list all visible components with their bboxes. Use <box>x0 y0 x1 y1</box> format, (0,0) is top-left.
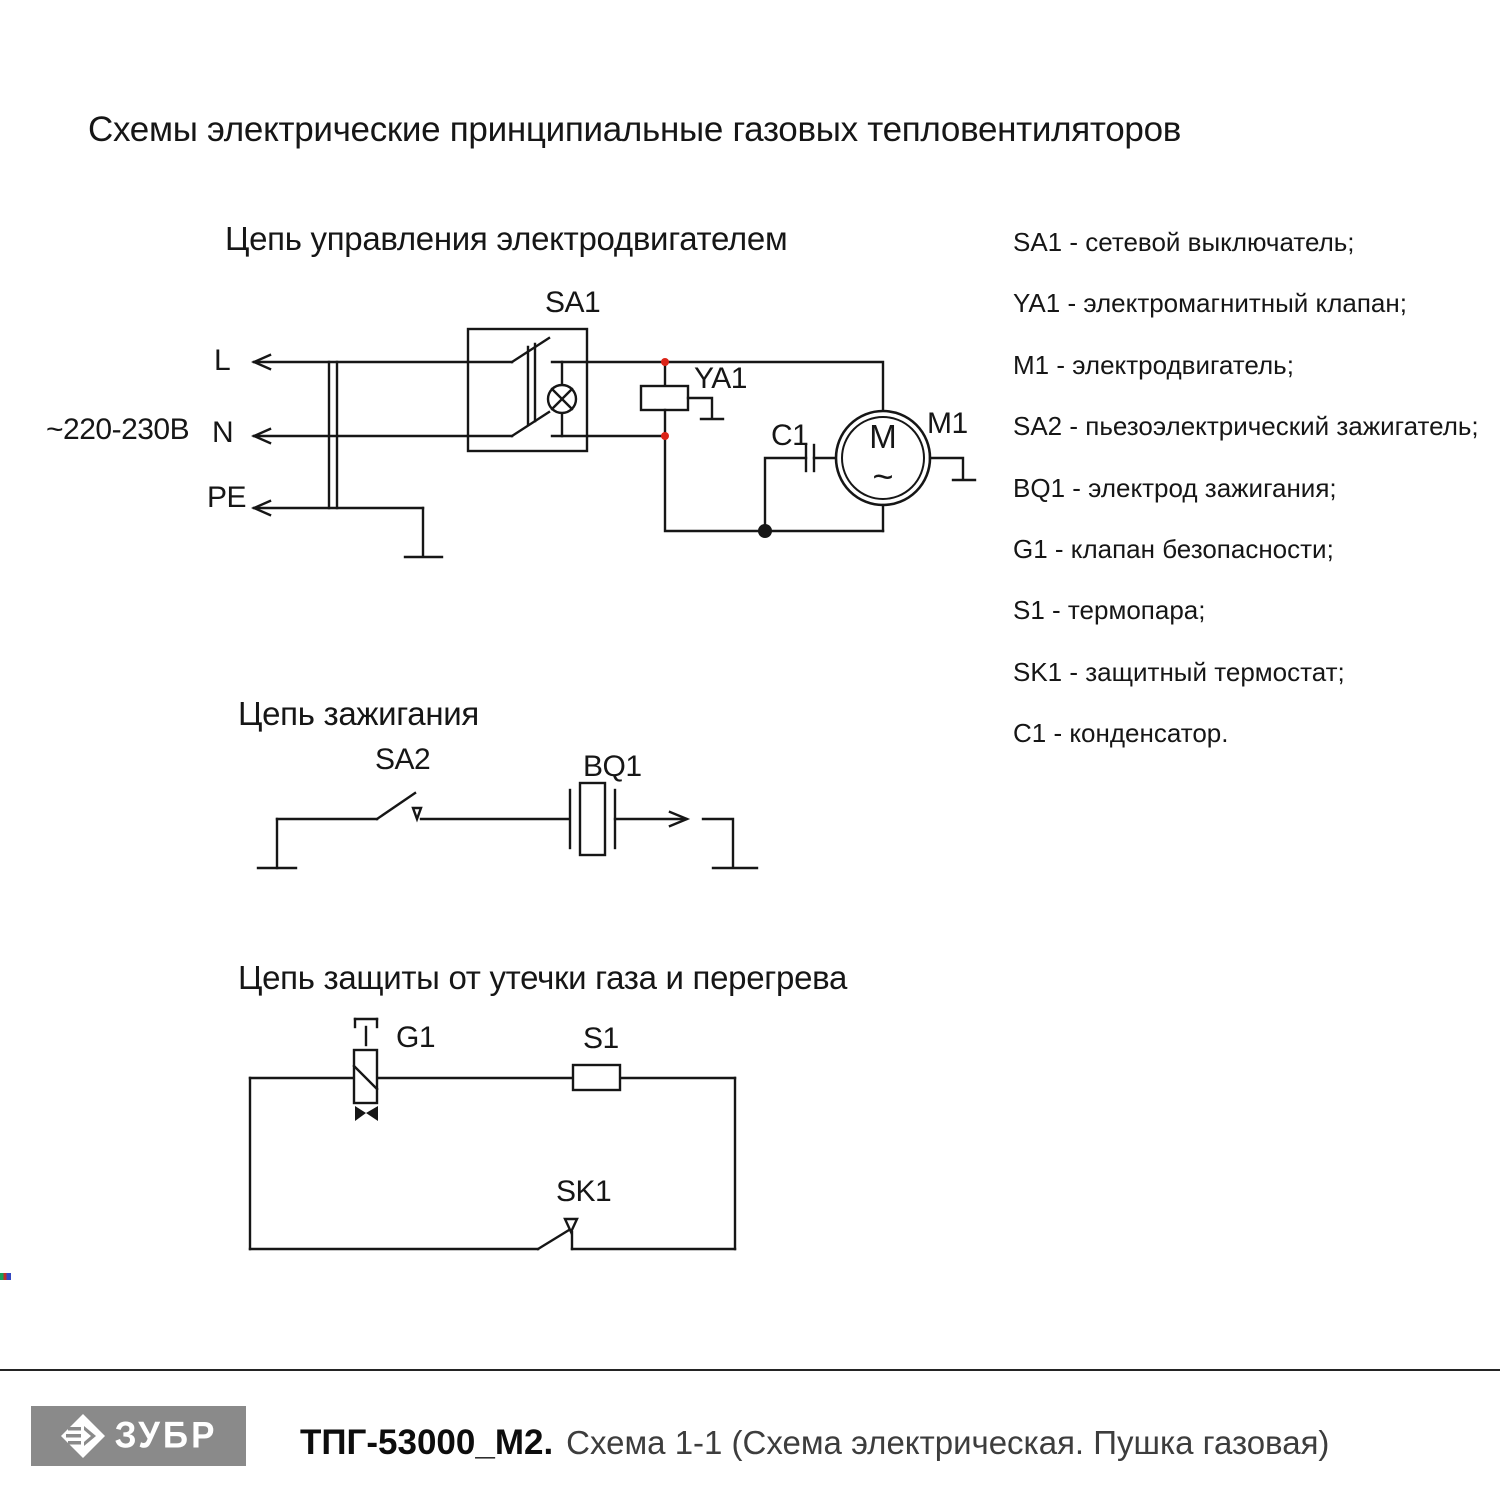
footer-caption-line <box>300 1423 1329 1463</box>
circuit1-title: Цепь управления электродвигателем <box>225 220 788 257</box>
terminal-arrow-pe-icon <box>254 501 423 515</box>
g1-valve-symbol <box>354 1019 378 1121</box>
motor-ac-sign: ~ <box>872 456 894 497</box>
junction-dot <box>758 524 772 538</box>
c1-capacitor-symbol <box>765 445 836 531</box>
red-junction-dot-n <box>661 432 669 440</box>
sk1-label: SK1 <box>556 1175 612 1208</box>
s1-thermocouple-symbol <box>573 1065 620 1090</box>
terminal-l-label: L <box>214 344 231 377</box>
sa1-label: SA1 <box>545 286 601 319</box>
legend-item-bq1: BQ1 - электрод зажигания; <box>1013 472 1337 503</box>
circuit2-title: Цепь зажигания <box>238 695 479 732</box>
motor-letter: M <box>869 418 897 455</box>
voltage-label: ~220-230В <box>46 413 190 446</box>
ignition-left-ground-icon <box>258 819 296 868</box>
legend-item-sa2: SA2 - пьезоэлектрический зажигатель; <box>1013 411 1479 442</box>
sa2-switch-symbol <box>377 793 421 819</box>
zubr-logo-text: ЗУБР <box>114 1415 218 1456</box>
circuit3-drawing <box>250 1019 735 1249</box>
footer-divider <box>0 1369 1500 1371</box>
bq1-piezo-symbol <box>570 783 615 855</box>
terminal-arrow-n-icon <box>254 429 468 443</box>
legend-item-c1: C1 - конденсатор. <box>1013 718 1229 749</box>
sa2-label: SA2 <box>375 743 431 776</box>
lamp-icon <box>548 385 576 413</box>
ignition-right-ground-icon <box>703 819 757 868</box>
scan-artifact <box>0 1273 11 1280</box>
c1-label: C1 <box>771 419 809 452</box>
model-number: ТПГ-53000_М2. <box>300 1423 554 1462</box>
terminal-pe-label: PE <box>207 481 247 514</box>
terminal-n-label: N <box>212 416 234 449</box>
s1-label: S1 <box>583 1022 619 1055</box>
legend-item-ya1: YA1 - электромагнитный клапан; <box>1013 288 1407 319</box>
circuit1-drawing <box>254 329 975 557</box>
legend-item-s1: S1 - термопара; <box>1013 595 1206 626</box>
g1-label: G1 <box>396 1021 436 1054</box>
legend-item-m1: M1 - электродвигатель; <box>1013 349 1294 380</box>
circuit2-drawing <box>258 783 757 868</box>
sk1-thermostat-symbol <box>538 1219 577 1249</box>
circuit3-title: Цепь защиты от утечки газа и перегрева <box>238 959 848 996</box>
legend-item-sk1: SK1 - защитный термостат; <box>1013 656 1345 687</box>
legend-item-sa1: SA1 - сетевой выключатель; <box>1013 227 1355 257</box>
page-title: Схемы электрические принципиальные газовых тепловентиляторов <box>88 110 1182 149</box>
zubr-logo <box>31 1406 246 1466</box>
m1-label: M1 <box>927 407 968 440</box>
sa1-switch-symbol <box>468 329 587 451</box>
ya1-label: YA1 <box>694 362 747 395</box>
legend-item-g1: G1 - клапан безопасности; <box>1013 533 1334 564</box>
scheme-caption: Схема 1-1 (Схема электрическая. Пушка газовая) <box>566 1424 1330 1461</box>
bq1-label: BQ1 <box>583 750 642 783</box>
red-junction-dot-l <box>661 358 669 366</box>
zubr-logo-icon <box>60 1413 106 1459</box>
terminal-arrow-l-icon <box>254 355 468 369</box>
pe-ground-icon <box>405 508 442 557</box>
